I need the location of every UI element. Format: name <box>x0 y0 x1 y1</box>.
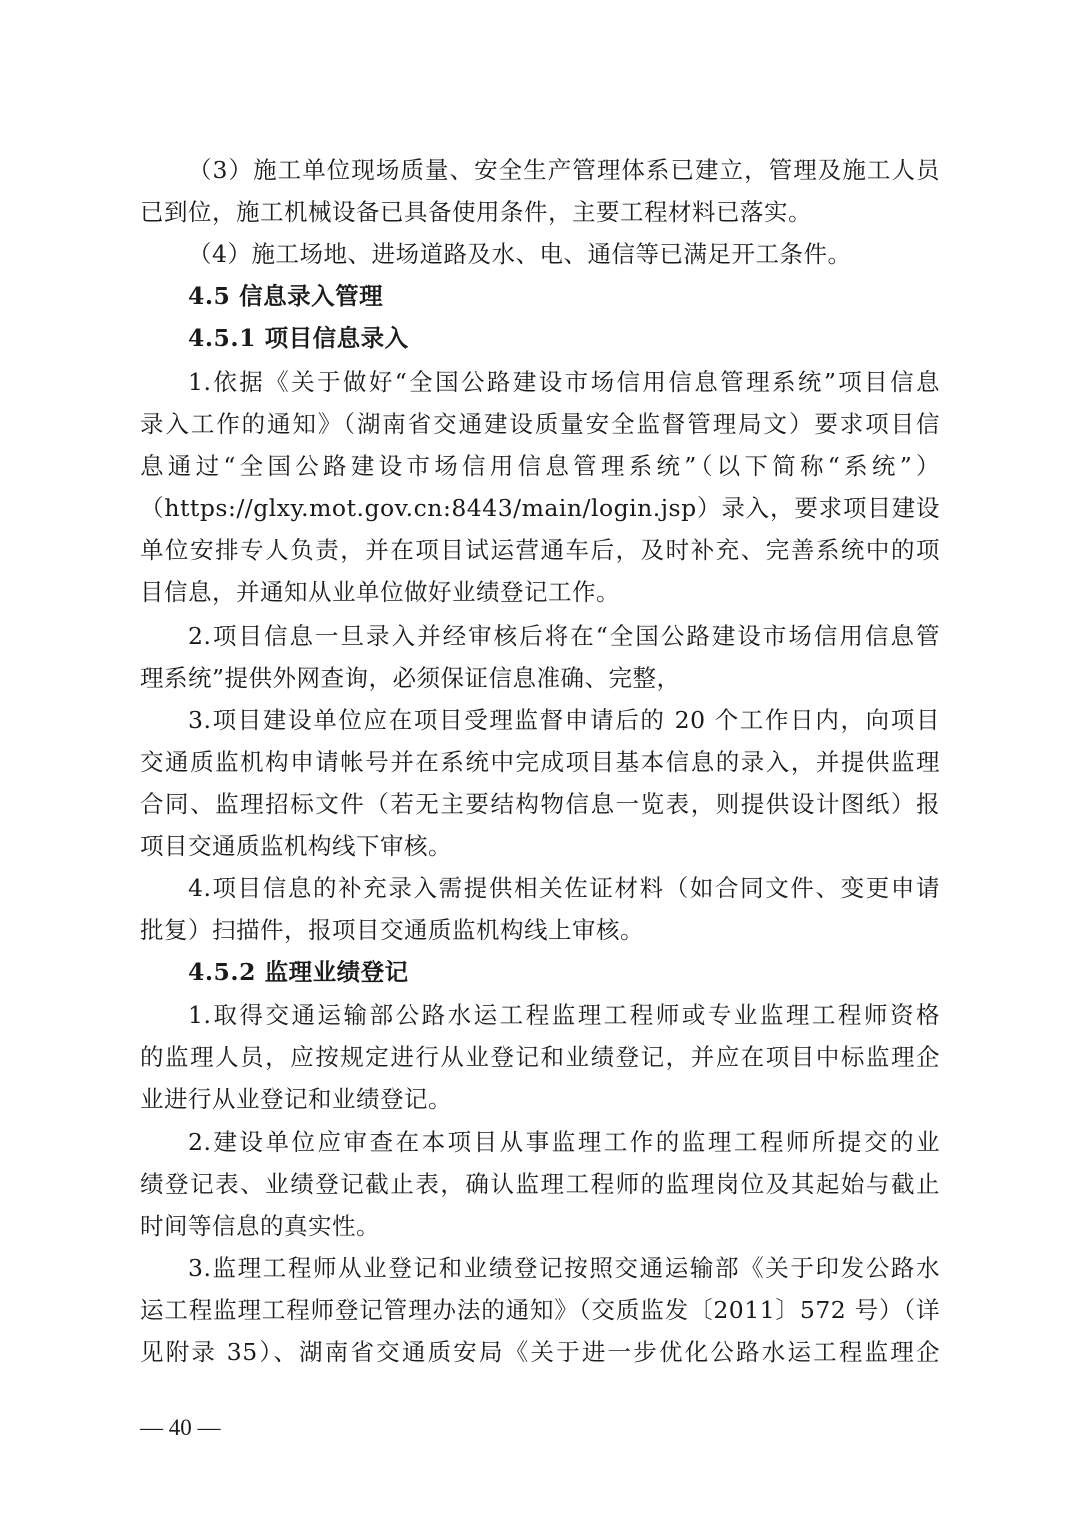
paragraph-line: 录入工作的通知》（湖南省交通建设质量安全监督管理局文）要求项目信 <box>140 410 940 438</box>
paragraph-line: 业进行从业登记和业绩登记。 <box>140 1085 452 1113</box>
paragraph-line: 单位安排专人负责，并在项目试运营通车后，及时补充、完善系统中的项 <box>140 536 940 564</box>
paragraph-line: 时间等信息的真实性。 <box>140 1212 380 1240</box>
paragraph-line: 运工程监理工程师登记管理办法的通知》（交质监发〔2011〕572 号）（详 <box>140 1296 940 1324</box>
subsection-heading: 4.5.1 项目信息录入 <box>188 324 409 352</box>
paragraph-line: 3.监理工程师从业登记和业绩登记按照交通运输部《关于印发公路水 <box>188 1254 940 1282</box>
paragraph-line: 理系统”提供外网查询，必须保证信息准确、完整， <box>140 664 681 692</box>
paragraph-line: （4）施工场地、进场道路及水、电、通信等已满足开工条件。 <box>188 240 852 268</box>
paragraph-line: 项目交通质监机构线下审核。 <box>140 832 452 860</box>
paragraph-line: （https://glxy.mot.gov.cn:8443/main/login.jsp）录入，要求项目建设 <box>140 494 940 522</box>
paragraph-line: 1.依据《关于做好“全国公路建设市场信用信息管理系统”项目信息 <box>188 368 940 396</box>
page-number: — 40 — <box>140 1415 221 1440</box>
paragraph-line: 2.建设单位应审查在本项目从事监理工作的监理工程师所提交的业 <box>188 1128 940 1156</box>
section-heading: 4.5 信息录入管理 <box>188 282 384 310</box>
paragraph-line: 已到位，施工机械设备已具备使用条件，主要工程材料已落实。 <box>140 198 812 226</box>
paragraph-line: 合同、监理招标文件（若无主要结构物信息一览表，则提供设计图纸）报 <box>140 790 940 818</box>
paragraph-line: 批复）扫描件，报项目交通质监机构线上审核。 <box>140 916 644 944</box>
subsection-heading: 4.5.2 监理业绩登记 <box>188 958 409 986</box>
paragraph-line: 4.项目信息的补充录入需提供相关佐证材料（如合同文件、变更申请 <box>188 874 940 902</box>
paragraph-line: 息通过“全国公路建设市场信用信息管理系统”（以下简称“系统”） <box>140 452 940 480</box>
paragraph-line: 的监理人员，应按规定进行从业登记和业绩登记，并应在项目中标监理企 <box>140 1043 940 1071</box>
paragraph-line: 目信息，并通知从业单位做好业绩登记工作。 <box>140 578 620 606</box>
paragraph-line: 2.项目信息一旦录入并经审核后将在“全国公路建设市场信用信息管 <box>188 622 940 650</box>
paragraph-line: 3.项目建设单位应在项目受理监督申请后的 20 个工作日内，向项目 <box>188 706 940 734</box>
paragraph-line: 见附录 35）、湖南省交通质安局《关于进一步优化公路水运工程监理企 <box>140 1338 940 1366</box>
paragraph-line: 交通质监机构申请帐号并在系统中完成项目基本信息的录入，并提供监理 <box>140 748 940 776</box>
paragraph-line: 1.取得交通运输部公路水运工程监理工程师或专业监理工程师资格 <box>188 1001 940 1029</box>
paragraph-line: 绩登记表、业绩登记截止表，确认监理工程师的监理岗位及其起始与截止 <box>140 1170 940 1198</box>
paragraph-line: （3）施工单位现场质量、安全生产管理体系已建立，管理及施工人员 <box>188 156 940 184</box>
